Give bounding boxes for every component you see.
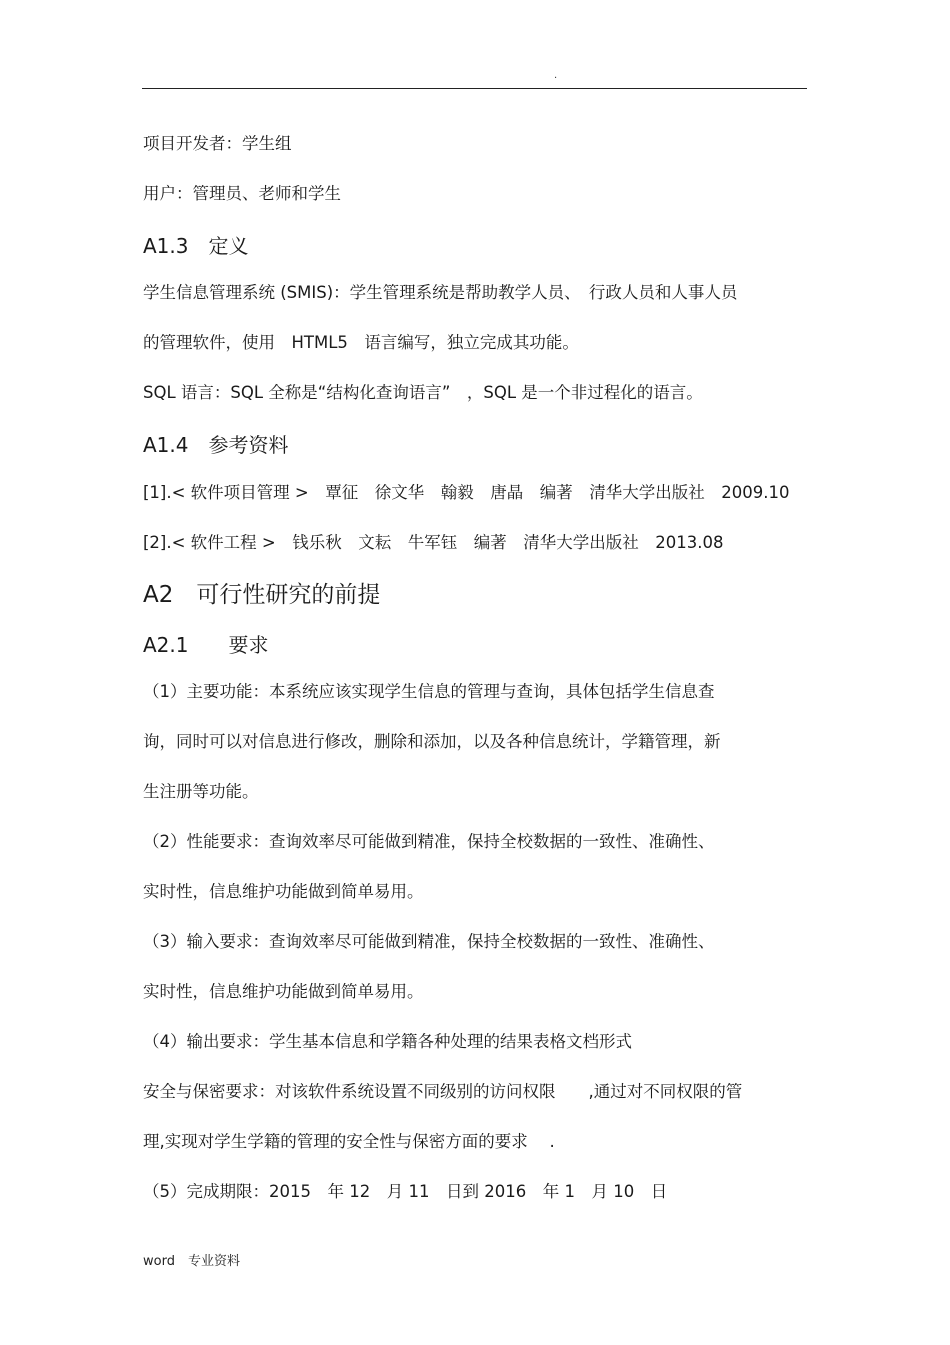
footer-label: word 专业资料: [143, 1254, 240, 1269]
req-4-line: （4）输出要求：学生基本信息和学籍各种处理的结果表格文档形式: [143, 1032, 632, 1051]
heading-a1-3: A1.3 定义: [143, 234, 249, 258]
heading-a2-1: A2.1 要求: [143, 633, 269, 657]
security-line-1: 安全与保密要求：对该软件系统设置不同级别的访问权限 ,通过对不同权限的管: [143, 1082, 743, 1101]
req-1-line-1: （1）主要功能：本系统应该实现学生信息的管理与查询，具体包括学生信息查: [143, 682, 715, 701]
heading-a2: A2 可行性研究的前提: [143, 582, 381, 608]
header-dot: .: [554, 70, 558, 81]
sql-definition-line: SQL 语言：SQL 全称是“结构化查询语言” ，SQL 是一个非过程化的语言。: [143, 383, 703, 402]
smis-definition-line-2: 的管理软件，使用 HTML5 语言编写，独立完成其功能。: [143, 333, 579, 352]
reference-2: [2].< 软件工程 > 钱乐秋 文耘 牛军钰 编著 清华大学出版社 2013.08: [143, 533, 724, 552]
header-rule: [142, 88, 807, 89]
req-1-line-2: 询，同时可以对信息进行修改，删除和添加，以及各种信息统计，学籍管理，新: [143, 732, 721, 751]
developer-line: 项目开发者：学生组: [143, 134, 292, 153]
req-5-line: （5）完成期限：2015 年 12 月 11 日到 2016 年 1 月 10 日: [143, 1182, 668, 1201]
req-1-line-3: 生注册等功能。: [143, 782, 259, 801]
req-3-line-1: （3）输入要求：查询效率尽可能做到精准，保持全校数据的一致性、准确性、: [143, 932, 715, 951]
security-line-2: 理,实现对学生学籍的管理的安全性与保密方面的要求 .: [143, 1132, 555, 1151]
req-3-line-2: 实时性，信息维护功能做到简单易用。: [143, 982, 424, 1001]
users-line: 用户：管理员、老师和学生: [143, 184, 341, 203]
smis-definition-line-1: 学生信息管理系统 (SMIS)：学生管理系统是帮助教学人员、 行政人员和人事人员: [143, 283, 738, 302]
heading-a1-4: A1.4 参考资料: [143, 433, 289, 457]
req-2-line-1: （2）性能要求：查询效率尽可能做到精准，保持全校数据的一致性、准确性、: [143, 832, 715, 851]
reference-1: [1].< 软件项目管理 > 覃征 徐文华 翰毅 唐晶 编著 清华大学出版社 2009.10: [143, 483, 790, 502]
req-2-line-2: 实时性，信息维护功能做到简单易用。: [143, 882, 424, 901]
